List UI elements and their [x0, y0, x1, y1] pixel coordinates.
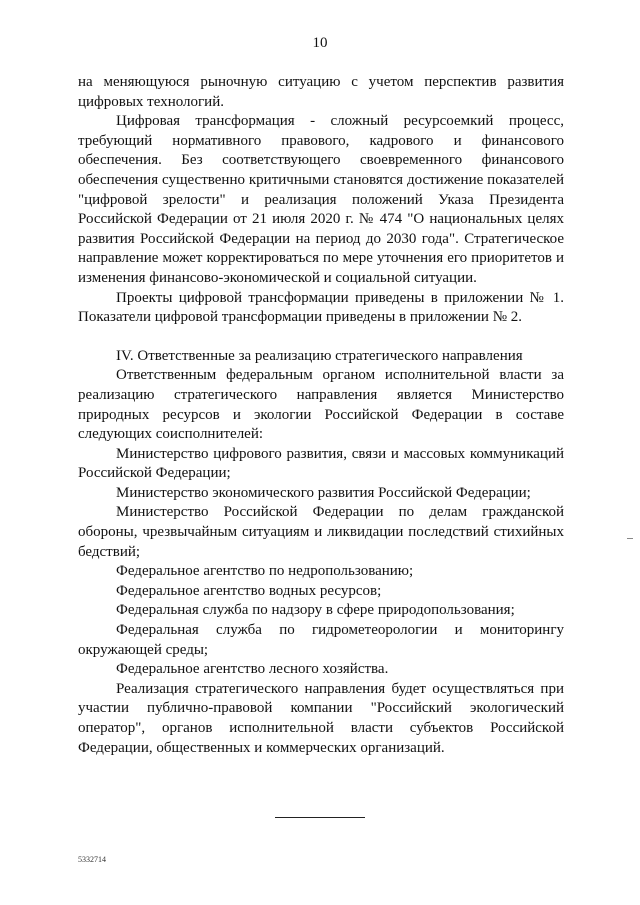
- coexecutor-item: Федеральное агентство лесного хозяйства.: [116, 661, 389, 678]
- paragraph-4: Ответственным федеральным органом исполнительной власти за реализацию стратегического направления является Министерство природных ресурсов и экологии Российской Федерации в составе следующих соисполнителей:: [78, 367, 564, 443]
- section-heading: IV. Ответственные за реализацию стратегического направления: [116, 347, 523, 364]
- coexecutor-item: Федеральное агентство водных ресурсов;: [116, 582, 382, 599]
- paragraph-1: на меняющуюся рыночную ситуацию с учетом перспектив развития цифровых технологий.: [78, 74, 564, 110]
- coexecutor-item: Федеральная служба по надзору в сфере природопользования;: [116, 602, 515, 619]
- coexecutor-item: Министерство Российской Федерации по делам гражданской обороны, чрезвычайным ситуациям и ликвидации последствий стихийных бедствий;: [78, 504, 564, 560]
- paragraph-2: Цифровая трансформация - сложный ресурсоемкий процесс, требующий нормативного правового, кадрового и финансового обеспечения. Без соответствующего своевременного финансового обеспечения существенно критичными становятся достижение показателей "цифровой зрелости" и реализация положений Указа Президента Российской Федерации от 21 июля 2020 г. № 474 "О национальных целях развития Российской Федерации на период до 2030 года". Стратегическое направление может корректироваться по мере уточнения его приоритетов и изменения финансово-экономической и социальной ситуации.: [78, 113, 564, 286]
- end-of-text-rule: [275, 817, 365, 818]
- margin-mark: [627, 538, 633, 539]
- coexecutor-item: Федеральная служба по гидрометеорологии и мониторингу окружающей среды;: [78, 622, 564, 658]
- coexecutor-item: Министерство экономического развития Российской Федерации;: [116, 484, 531, 501]
- paragraph-5: Реализация стратегического направления будет осуществляться при участии публично-правовой компании "Российский экологический оператор", органов исполнительной власти субъектов Российской Федерации, общественных и коммерческих организаций.: [78, 680, 564, 756]
- coexecutor-item: Министерство цифрового развития, связи и массовых коммуникаций Российской Федерации;: [78, 445, 564, 482]
- document-code: 5332714: [78, 855, 106, 864]
- coexecutor-item: Федеральное агентство по недропользованию;: [116, 563, 414, 580]
- page-number: 10: [312, 35, 328, 51]
- paragraph-3: Проекты цифровой трансформации приведены в приложении № 1. Показатели цифровой трансформации приведены в приложении № 2.: [78, 289, 564, 326]
- document-body: [78, 73, 564, 758]
